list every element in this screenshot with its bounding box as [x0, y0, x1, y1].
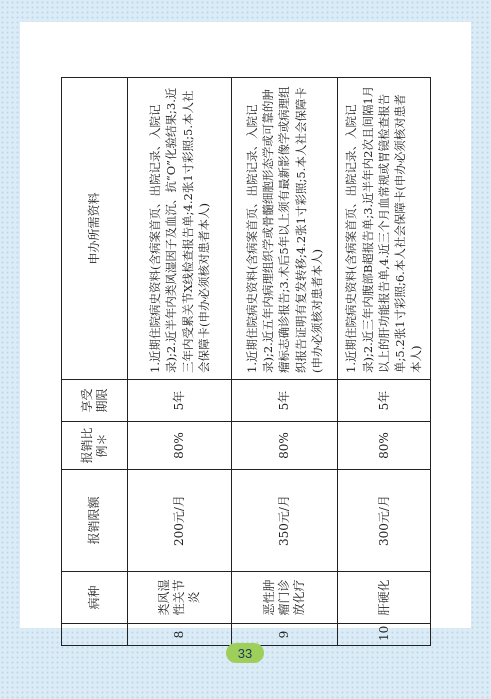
row-number: 10 — [338, 624, 431, 646]
row-limit: 200元/月 — [128, 470, 232, 572]
row-ratio: 80% — [128, 422, 232, 470]
row-period: 5年 — [232, 380, 338, 422]
header-period: 享受期限 — [62, 380, 128, 422]
row-limit: 350元/月 — [232, 470, 338, 572]
row-ratio: 80% — [232, 422, 338, 470]
document-page — [20, 22, 471, 641]
rotated-table-container — [61, 78, 430, 646]
row-number: 9 — [232, 624, 338, 646]
row-disease: 恶性肿瘤门诊放化疗 — [232, 572, 338, 624]
row-disease: 肝硬化 — [338, 572, 431, 624]
header-materials: 申办所需资料 — [62, 78, 128, 380]
row-limit: 300元/月 — [338, 470, 431, 572]
header-limit: 报销限额 — [62, 470, 128, 572]
header-ratio: 报销比例＊ — [62, 422, 128, 470]
table-header-row — [62, 78, 128, 646]
row-period: 5年 — [338, 380, 431, 422]
page-number-badge — [226, 643, 264, 663]
row-number: 8 — [128, 624, 232, 646]
row-materials: 1.近期住院病史资料(含病案首页、出院记录、入院记录);2.近五年内病理组织学或骨髓细胞形态学或可靠的肿瘤标志确诊报告;3.术后5年以上须有最新影像学或病理组织报告证明有复发转移;4.2张1寸彩照;5.本人社会保障卡(申办必须核对患者本人) — [232, 78, 338, 380]
table-row — [128, 78, 232, 646]
row-materials: 1.近期住院病史资料(含病案首页、出院记录、入院记录);2.近半年内类风湿因子及血沉、抗“O”化验结果;3.近三年内受累关节X线检查报告单;4.2张1寸彩照;5.本人社会保障卡(申办必须核对患者本人) — [128, 78, 232, 380]
table-row — [338, 78, 431, 646]
row-period: 5年 — [128, 380, 232, 422]
header-disease: 病种 — [62, 572, 128, 624]
table-row — [232, 78, 338, 646]
row-ratio: 80% — [338, 422, 431, 470]
page-number: 33 — [237, 645, 253, 661]
row-materials: 1.近期住院病史资料(含病案首页、出院记录、入院记录);2.近三年内腹部B超报告单;3.近半年内2次且间隔1月以上的肝功能报告单,4.近三个月血常规或胃镜检查报告单;5.2张1寸彩照;6.本人社会保障卡(申办必须核对患者本人) — [338, 78, 431, 380]
chronic-disease-table — [61, 77, 431, 646]
row-disease: 类风湿性关节炎 — [128, 572, 232, 624]
header-number — [62, 624, 128, 646]
